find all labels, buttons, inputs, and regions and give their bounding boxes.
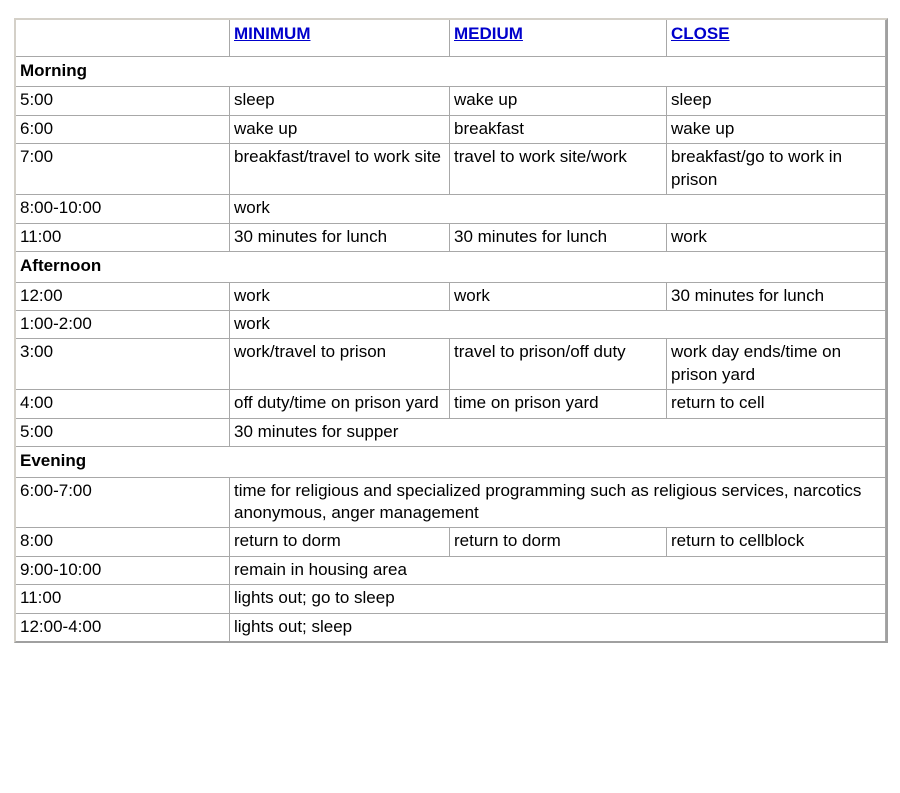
column-header-link-med[interactable]: MEDIUM <box>454 24 523 43</box>
activity-cell: time for religious and specialized programming such as religious services, narcotics anonymous, anger management <box>230 478 886 529</box>
table-row <box>16 390 886 418</box>
time-label: 12:00 <box>16 283 230 311</box>
time-label: 12:00-4:00 <box>16 614 230 641</box>
activity-cell: work/travel to prison <box>230 339 450 390</box>
activity-cell: breakfast/go to work in prison <box>667 144 886 195</box>
section-header-row <box>16 447 886 477</box>
activity-cell: travel to prison/off duty <box>450 339 667 390</box>
activity-cell: wake up <box>230 116 450 144</box>
activity-cell: travel to work site/work <box>450 144 667 195</box>
activity-cell: remain in housing area <box>230 557 886 585</box>
table-row <box>16 419 886 447</box>
time-label: 7:00 <box>16 144 230 195</box>
activity-cell: return to cell <box>667 390 886 418</box>
table-row <box>16 339 886 390</box>
table-row <box>16 557 886 585</box>
column-header-link-close[interactable]: CLOSE <box>671 24 730 43</box>
table-row <box>16 283 886 311</box>
activity-cell: work <box>667 224 886 252</box>
time-label: 1:00-2:00 <box>16 311 230 339</box>
section-title: Morning <box>16 57 886 87</box>
column-header-min <box>230 20 450 57</box>
activity-cell: work <box>450 283 667 311</box>
table-header-row <box>16 20 886 57</box>
column-header-close <box>667 20 886 57</box>
table-row <box>16 311 886 339</box>
activity-cell: 30 minutes for lunch <box>230 224 450 252</box>
activity-cell: return to dorm <box>450 528 667 556</box>
column-header-link-min[interactable]: MINIMUM <box>234 24 311 43</box>
activity-cell: lights out; sleep <box>230 614 886 641</box>
activity-cell: sleep <box>667 87 886 115</box>
time-label: 3:00 <box>16 339 230 390</box>
activity-cell: lights out; go to sleep <box>230 585 886 613</box>
section-header-row <box>16 252 886 282</box>
activity-cell: sleep <box>230 87 450 115</box>
time-label: 8:00-10:00 <box>16 195 230 223</box>
activity-cell: wake up <box>667 116 886 144</box>
time-label: 8:00 <box>16 528 230 556</box>
table-row <box>16 224 886 252</box>
time-label: 6:00 <box>16 116 230 144</box>
activity-cell: return to dorm <box>230 528 450 556</box>
section-header-row <box>16 57 886 87</box>
activity-cell: 30 minutes for lunch <box>450 224 667 252</box>
time-label: 9:00-10:00 <box>16 557 230 585</box>
time-label: 4:00 <box>16 390 230 418</box>
table-row <box>16 195 886 223</box>
activity-cell: return to cellblock <box>667 528 886 556</box>
table-row <box>16 614 886 641</box>
activity-cell: work <box>230 283 450 311</box>
table-row <box>16 478 886 529</box>
activity-cell: 30 minutes for lunch <box>667 283 886 311</box>
time-label: 6:00-7:00 <box>16 478 230 529</box>
prison-daily-schedule-table <box>14 18 888 643</box>
activity-cell: breakfast/travel to work site <box>230 144 450 195</box>
table-row <box>16 528 886 556</box>
activity-cell: work day ends/time on prison yard <box>667 339 886 390</box>
section-title: Afternoon <box>16 252 886 282</box>
column-header-med <box>450 20 667 57</box>
time-label: 11:00 <box>16 585 230 613</box>
activity-cell: work <box>230 195 886 223</box>
time-label: 5:00 <box>16 87 230 115</box>
table-row <box>16 144 886 195</box>
time-label: 11:00 <box>16 224 230 252</box>
section-title: Evening <box>16 447 886 477</box>
table-row <box>16 87 886 115</box>
column-header-time <box>16 20 230 57</box>
activity-cell: off duty/time on prison yard <box>230 390 450 418</box>
activity-cell: time on prison yard <box>450 390 667 418</box>
table-row <box>16 116 886 144</box>
activity-cell: wake up <box>450 87 667 115</box>
activity-cell: work <box>230 311 886 339</box>
time-label: 5:00 <box>16 419 230 447</box>
activity-cell: breakfast <box>450 116 667 144</box>
activity-cell: 30 minutes for supper <box>230 419 886 447</box>
table-row <box>16 585 886 613</box>
